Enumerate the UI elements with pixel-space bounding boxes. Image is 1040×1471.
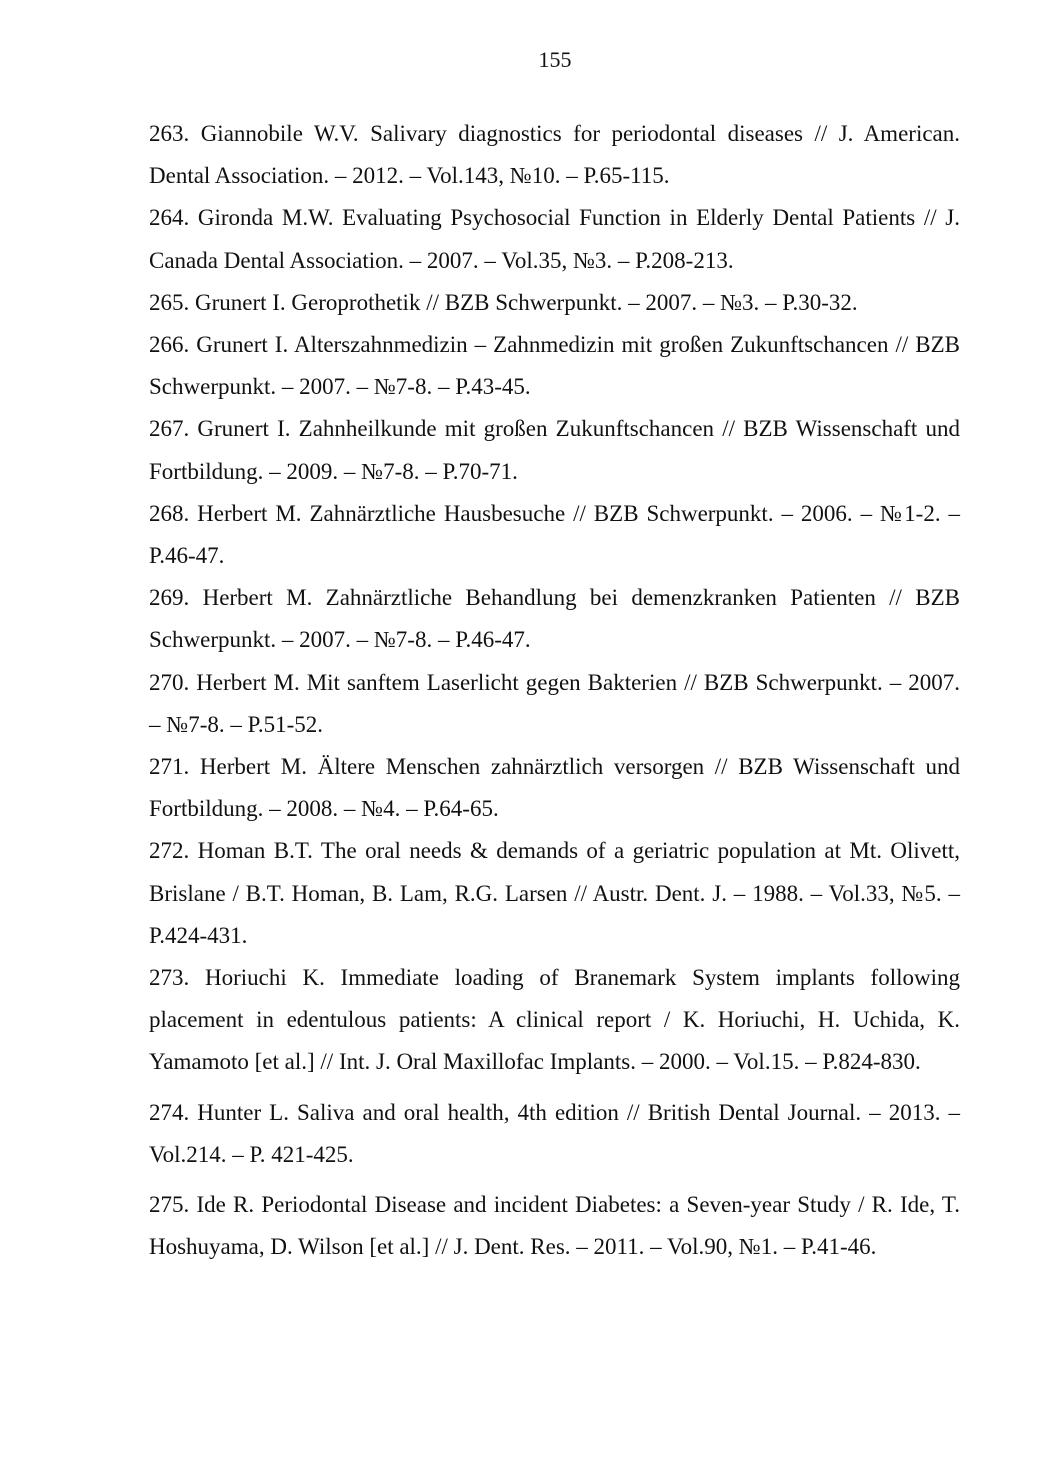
reference-item: 268. Herbert M. Zahnärztliche Hausbesuche // BZB Schwerpunkt. – 2006. – №1-2. – P.46-47.: [149, 500, 960, 569]
reference-item: 269. Herbert M. Zahnärztliche Behandlung bei demenzkranken Patienten // BZB Schwerpunkt. – 2007. – №7-8. – P.46-47.: [149, 585, 960, 653]
reference-item: 267. Grunert I. Zahnheilkunde mit großen Zukunftschancen // BZB Wissenschaft und Fortbildung. – 2009. – №7-8. – P.70-71.: [149, 416, 960, 484]
reference-item: 272. Homan B.T. The oral needs & demands of a geriatric population at Mt. Olivett, Brislane / B.T. Homan, B. Lam, R.G. Larsen // Austr. Dent. J. – 1988. – Vol.33, №5. –P.424-431.: [149, 838, 960, 948]
reference-item: 271. Herbert M. Ältere Menschen zahnärztlich versorgen // BZB Wissenschaft und Fortbildung. – 2008. – №4. – P.64-65.: [149, 754, 960, 822]
reference-item: 275. Ide R. Periodontal Disease and incident Diabetes: a Seven-year Study / R. Ide, T. Hoshuyama, D. Wilson [et al.] // J. Dent. Res. – 2011. – Vol.90, №1. – P.41-46.: [149, 1192, 960, 1260]
reference-item: 265. Grunert I. Geroprothetik // BZB Schwerpunkt. – 2007. – №3. – P.30-32.: [149, 289, 858, 315]
reference-item: 264. Gironda M.W. Evaluating Psychosocial Function in Elderly Dental Patients // J. Canada Dental Association. – 2007. – Vol.35, №3. – P.208-213.: [149, 205, 960, 273]
reference-item: 266. Grunert I. Alterszahnmedizin – Zahnmedizin mit großen Zukunftschancen // BZB Schwerpunkt. – 2007. – №7-8. – P.43-45.: [149, 332, 960, 400]
reference-list: [149, 113, 960, 1268]
reference-item: 270. Herbert M. Mit sanftem Laserlicht gegen Bakterien // BZB Schwerpunkt. – 2007. – №7-8. – P.51-52.: [149, 669, 960, 737]
reference-item: 263. Giannobile W.V. Salivary diagnostics for periodontal diseases // J. American. Dental Association. – 2012. – Vol.143, №10. – P.65-115.: [149, 121, 960, 189]
page-number: 155: [538, 47, 572, 72]
reference-item: 273. Horiuchi K. Immediate loading of Branemark System implants following placement in edentulous patients: A clinical report / K. Horiuchi, H. Uchida, K. Yamamoto [et al.] // Int. J. Oral Maxillofac Implants. – 2000. – Vol.15. – P.824-830.: [149, 965, 960, 1075]
reference-item: 274. Hunter L. Saliva and oral health, 4th edition // British Dental Journal. – 2013. – Vol.214. – P. 421-425.: [149, 1099, 960, 1167]
